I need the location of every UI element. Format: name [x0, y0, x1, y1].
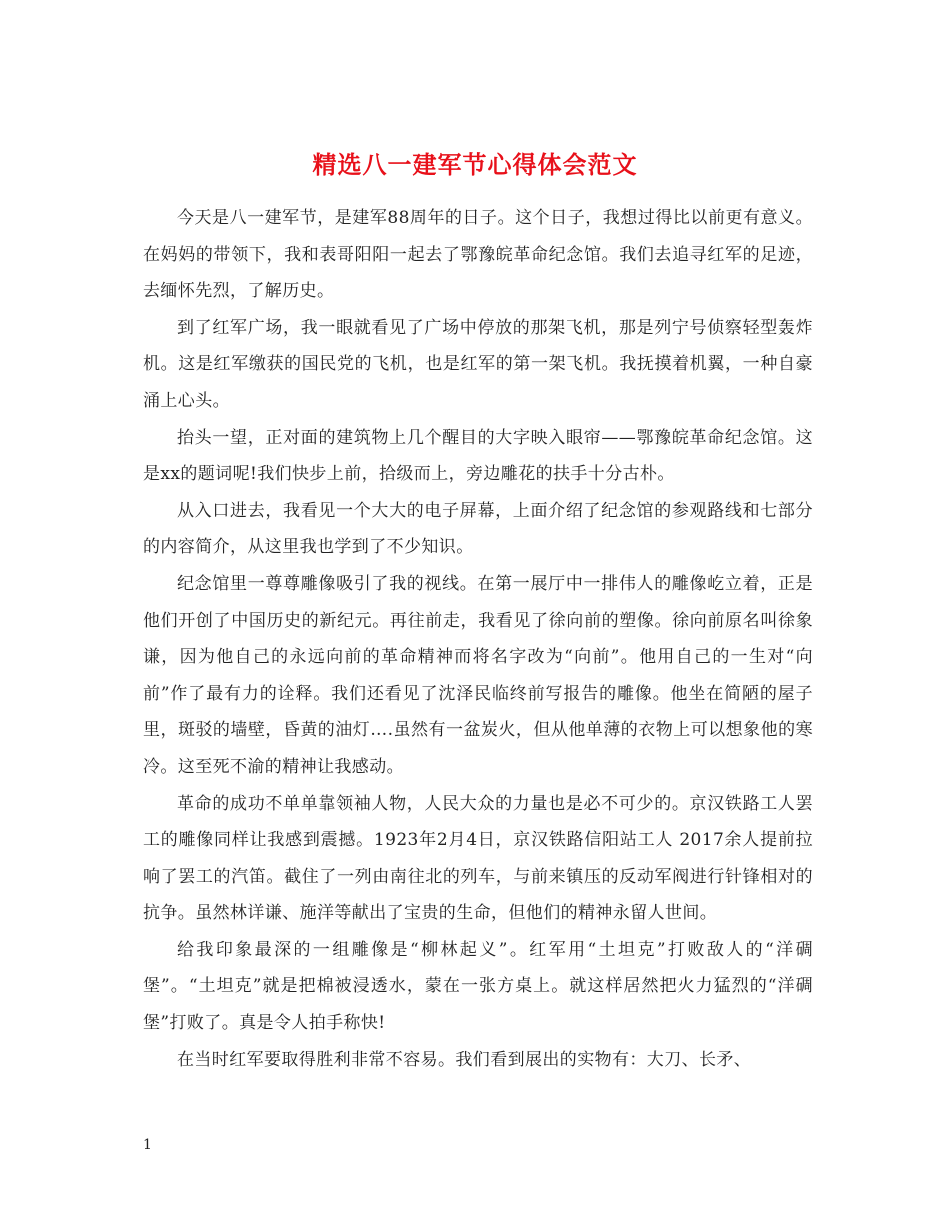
paragraph: 从入口进去，我看见一个大大的电子屏幕，上面介绍了纪念馆的参观路线和七部分的内容简介，从这里我也学到了不少知识。 [143, 500, 813, 558]
paragraph: 在当时红军要取得胜利非常不容易。我们看到展出的实物有：大刀、长矛、 [177, 1049, 752, 1070]
paragraph: 革命的成功不单单靠领袖人物，人民大众的力量也是必不可少的。京汉铁路工人罢工的雕像同样让我感到震撼。1923年2月4日，京汉铁路信阳站工人 2017余人提前拉响了罢工的汽笛。截住了一列由南往北的列车，与前来镇压的反动军阀进行针锋相对的抗争。虽然林详谦、施洋等献出了宝贵的生命，但他们的精神永留人世间。 [143, 793, 813, 924]
paragraph: 今天是八一建军节，是建军88周年的日子。这个日子，我想过得比以前更有意义。在妈妈的带领下，我和表哥阳阳一起去了鄂豫皖革命纪念馆。我们去追寻红军的足迹，去缅怀先烈，了解历史。 [143, 208, 813, 302]
page-number: 1 [143, 1137, 152, 1153]
paragraph: 给我印象最深的一组雕像是“柳林起义”。红军用“土坦克”打败敌人的“洋碉堡”。“土坦克”就是把棉被浸透水，蒙在一张方桌上。就这样居然把火力猛烈的“洋碉堡”打败了。真是令人拍手称快! [143, 939, 813, 1034]
document-body [143, 200, 813, 1078]
document-title: 精选八一建军节心得体会范文 [312, 150, 638, 180]
paragraph: 到了红军广场，我一眼就看见了广场中停放的那架飞机，那是列宁号侦察轻型轰炸机。这是红军缴获的国民党的飞机，也是红军的第一架飞机。我抚摸着机翼，一种自豪涌上心头。 [143, 317, 813, 411]
paragraph: 纪念馆里一尊尊雕像吸引了我的视线。在第一展厅中一排伟人的雕像屹立着，正是他们开创了中国历史的新纪元。再往前走，我看见了徐向前的塑像。徐向前原名叫徐象谦，因为他自己的永远向前的革命精神而将名字改为“向前”。他用自己的一生对“向前”作了最有力的诠释。我们还看见了沈泽民临终前写报告的雕像。他坐在简陋的屋子里，斑驳的墙壁，昏黄的油灯….虽然有一盆炭火，但从他单薄的衣物上可以想象他的寒冷。这至死不渝的精神让我感动。 [143, 573, 813, 777]
paragraph: 抬头一望，正对面的建筑物上几个醒目的大字映入眼帘——鄂豫皖革命纪念馆。这是xx的题词呢!我们快步上前，拾级而上，旁边雕花的扶手十分古朴。 [143, 427, 813, 485]
